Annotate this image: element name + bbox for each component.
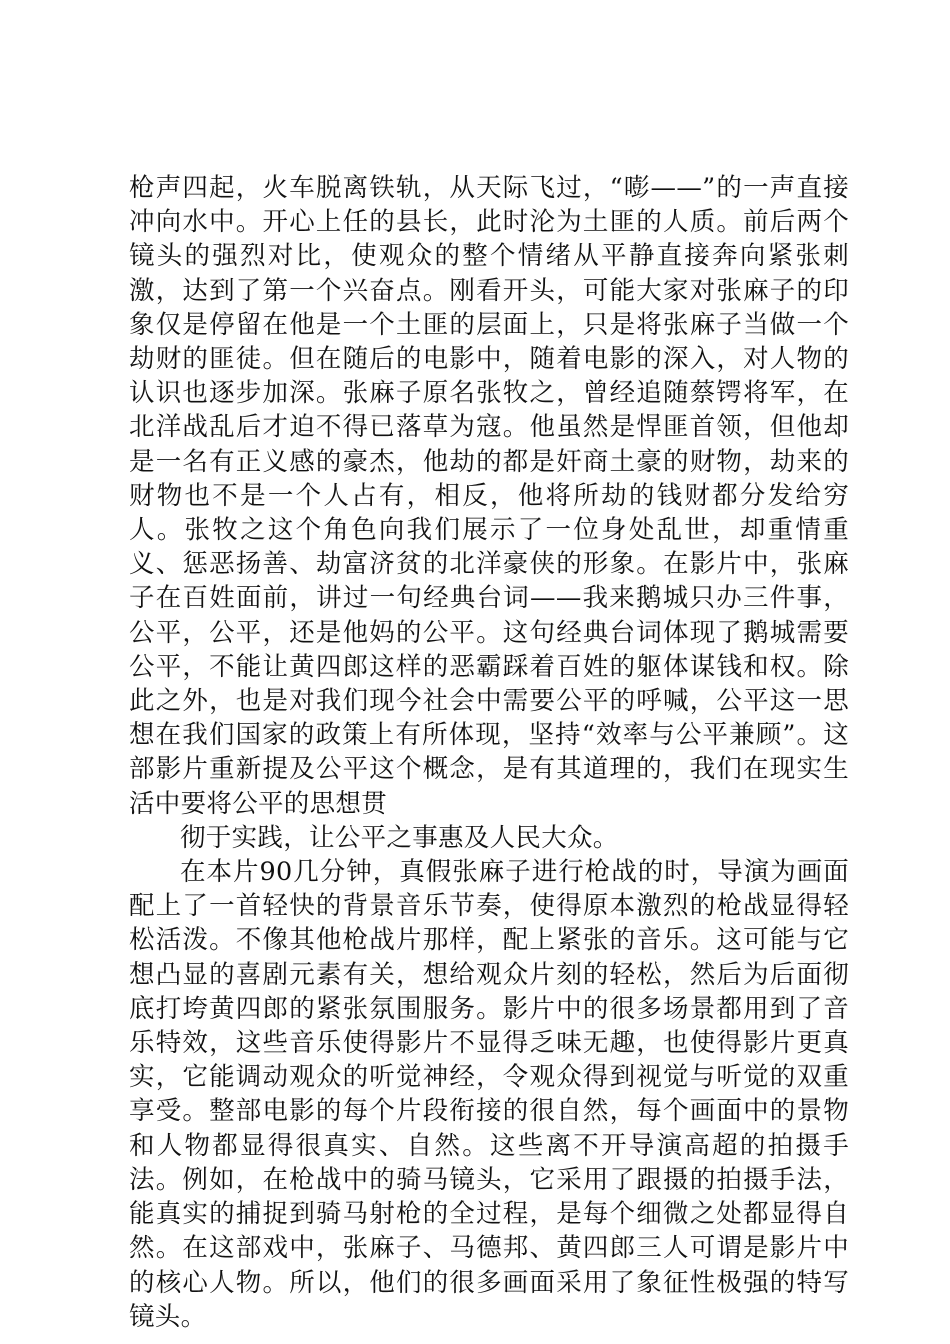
paragraph-2: 彻于实践，让公平之事惠及人民大众。: [180, 822, 619, 853]
body-text: [129, 171, 849, 1334]
paragraph-3: 在本片90几分钟，真假张麻子进行枪战的时，导演为画面配上了一首轻快的背景音乐节奏，使得原本激烈的枪战显得轻松活泼。不像其他枪战片那样，配上紧张的音乐。这可能与它想凸显的喜剧元素有关，想给观众片刻的轻松，然后为后面彻底打垮黄四郎的紧张氛围服务。影片中的很多场景都用到了音乐特效，这些音乐使得影片不显得乏味无趣，也使得影片更真实，它能调动观众的听觉神经，令观众得到视觉与听觉的双重享受。整部电影的每个片段衔接的很自然，每个画面中的景物和人物都显得很真实、自然。这些离不开导演高超的拍摄手法。例如，在枪战中的骑马镜头，它采用了跟摄的拍摄手法，能真实的捕捉到骑马射枪的全过程，是每个细微之处都显得自然。在这部戏中，张麻子、马德邦、黄四郎三人可谓是影片中的核心人物。所以，他们的很多画面采用了象征性极强的特写镜头。: [129, 857, 849, 1332]
paragraph-1: 枪声四起，火车脱离铁轨，从天际飞过，“嘭——”的一声直接冲向水中。开心上任的县长，此时沦为土匪的人质。前后两个镜头的强烈对比，使观众的整个情绪从平静直接奔向紧张刺激，达到了第一个兴奋点。刚看开头，可能大家对张麻子的印象仅是停留在他是一个土匪的层面上，只是将张麻子当做一个劫财的匪徒。但在随后的电影中，随着电影的深入，对人物的认识也逐步加深。张麻子原名张牧之，曾经追随蔡锷将军，在北洋战乱后才迫不得已落草为寇。他虽然是悍匪首领，但他却是一名有正义感的豪杰，他劫的都是奸商土豪的财物，劫来的财物也不是一个人占有，相反，他将所劫的钱财都分发给穷人。张牧之这个角色向我们展示了一位身处乱世，却重情重义、惩恶扬善、劫富济贫的北洋豪侠的形象。在影片中，张麻子在百姓面前，讲过一句经典台词——我来鹅城只办三件事，公平，公平，还是他妈的公平。这句经典台词体现了鹅城需要公平，不能让黄四郎这样的恶霸踩着百姓的躯体谋钱和权。除此之外，也是对我们现今社会中需要公平的呼喊，公平这一思想在我们国家的政策上有所体现，坚持“效率与公平兼顾”。这部影片重新提及公平这个概念，是有其道理的，我们在现实生活中要将公平的思想贯: [129, 173, 849, 819]
